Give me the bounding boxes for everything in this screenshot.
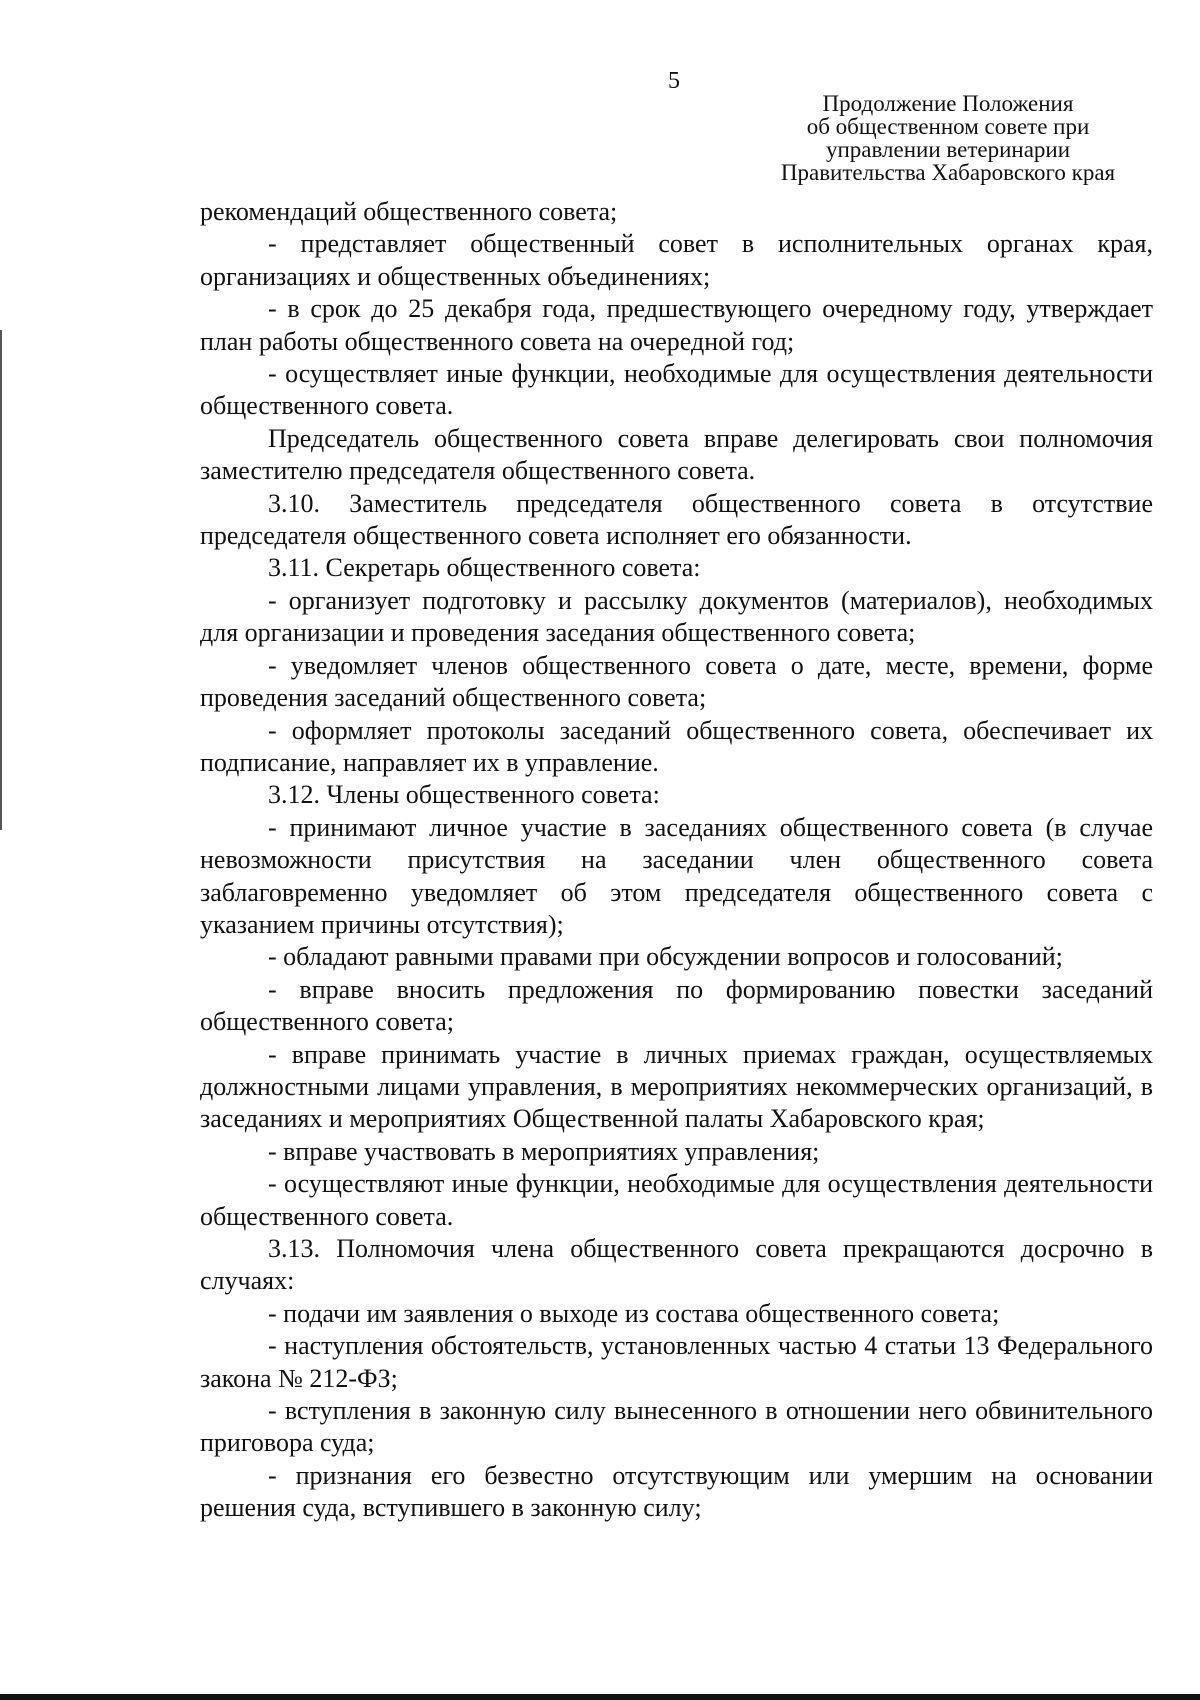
paragraph: - наступления обстоятельств, установленных частью 4 статьи 13 Федерального закона № 212-ФЗ; xyxy=(200,1331,1153,1393)
paragraph: - подачи им заявления о выходе из состава общественного совета; xyxy=(268,1298,1000,1328)
document-body xyxy=(200,196,1153,1525)
paragraph: 3.12. Члены общественного совета: xyxy=(268,780,660,810)
paragraph: - вправе принимать участие в личных приемах граждан, осуществляемых должностными лицами управления, в мероприятиях некоммерческих организаций, в заседаниях и мероприятиях Общественной палаты Хабаровского края; xyxy=(200,1039,1153,1134)
paragraph: - признания его безвестно отсутствующим или умершим на основании решения суда, вступившего в законную силу; xyxy=(200,1460,1153,1523)
paragraph: 3.10. Заместитель председателя общественного совета в отсутствие председателя общественного совета исполняет его обязанности. xyxy=(200,488,1153,551)
paragraph: - оформляет протоколы заседаний общественного совета, обеспечивает их подписание, направляет их в управление. xyxy=(200,715,1153,777)
paragraph: - вправе участвовать в мероприятиях управления; xyxy=(268,1136,820,1166)
paragraph: 3.13. Полномочия члена общественного совета прекращаются досрочно в случаях: xyxy=(200,1234,1153,1296)
header-line: Правительства Хабаровского края xyxy=(780,160,1116,185)
page-number: 5 xyxy=(668,68,680,94)
paragraph: - в срок до 25 декабря года, предшествующего очередному году, утверждает план работы общественного совета на очередной год; xyxy=(200,294,1153,356)
paragraph: - уведомляет членов общественного совета о дате, месте, времени, форме проведения заседаний общественного совета; xyxy=(200,650,1153,713)
paragraph: 3.11. Секретарь общественного совета: xyxy=(268,553,701,583)
scan-margin-line xyxy=(0,330,2,830)
paragraph: Председатель общественного совета вправе делегировать свои полномочия заместителю председателя общественного совета. xyxy=(200,423,1153,486)
paragraph: - осуществляют иные функции, необходимые для осуществления деятельности общественного совета. xyxy=(200,1169,1153,1231)
paragraph: рекомендаций общественного совета; xyxy=(200,197,618,226)
header-line: об общественном совете при xyxy=(806,114,1090,139)
document-header xyxy=(738,92,1158,184)
header-line: Продолжение Положения xyxy=(822,91,1074,116)
paragraph: - организует подготовку и рассылку документов (материалов), необходимых для организации и проведения заседания общественного совета; xyxy=(200,585,1153,648)
paragraph: - осуществляет иные функции, необходимые для осуществления деятельности общественного совета. xyxy=(200,359,1153,421)
paragraph: - принимают личное участие в заседаниях общественного совета (в случае невозможности присутствия на заседании член общественного совета заблаговременно уведомляет об этом председателя общественного совета с указанием причины отсутствия); xyxy=(200,812,1153,939)
header-line: управлении ветеринарии xyxy=(825,137,1071,162)
paragraph: - обладают равными правами при обсуждении вопросов и голосований; xyxy=(268,942,1063,972)
paragraph: - вправе вносить предложения по формированию повестки заседаний общественного совета; xyxy=(200,974,1153,1037)
scan-bottom-edge xyxy=(0,1694,1200,1700)
paragraph: - представляет общественный совет в исполнительных органах края, организациях и общественных объединениях; xyxy=(200,229,1153,291)
paragraph: - вступления в законную силу вынесенного в отношении него обвинительного приговора суда; xyxy=(200,1396,1153,1458)
